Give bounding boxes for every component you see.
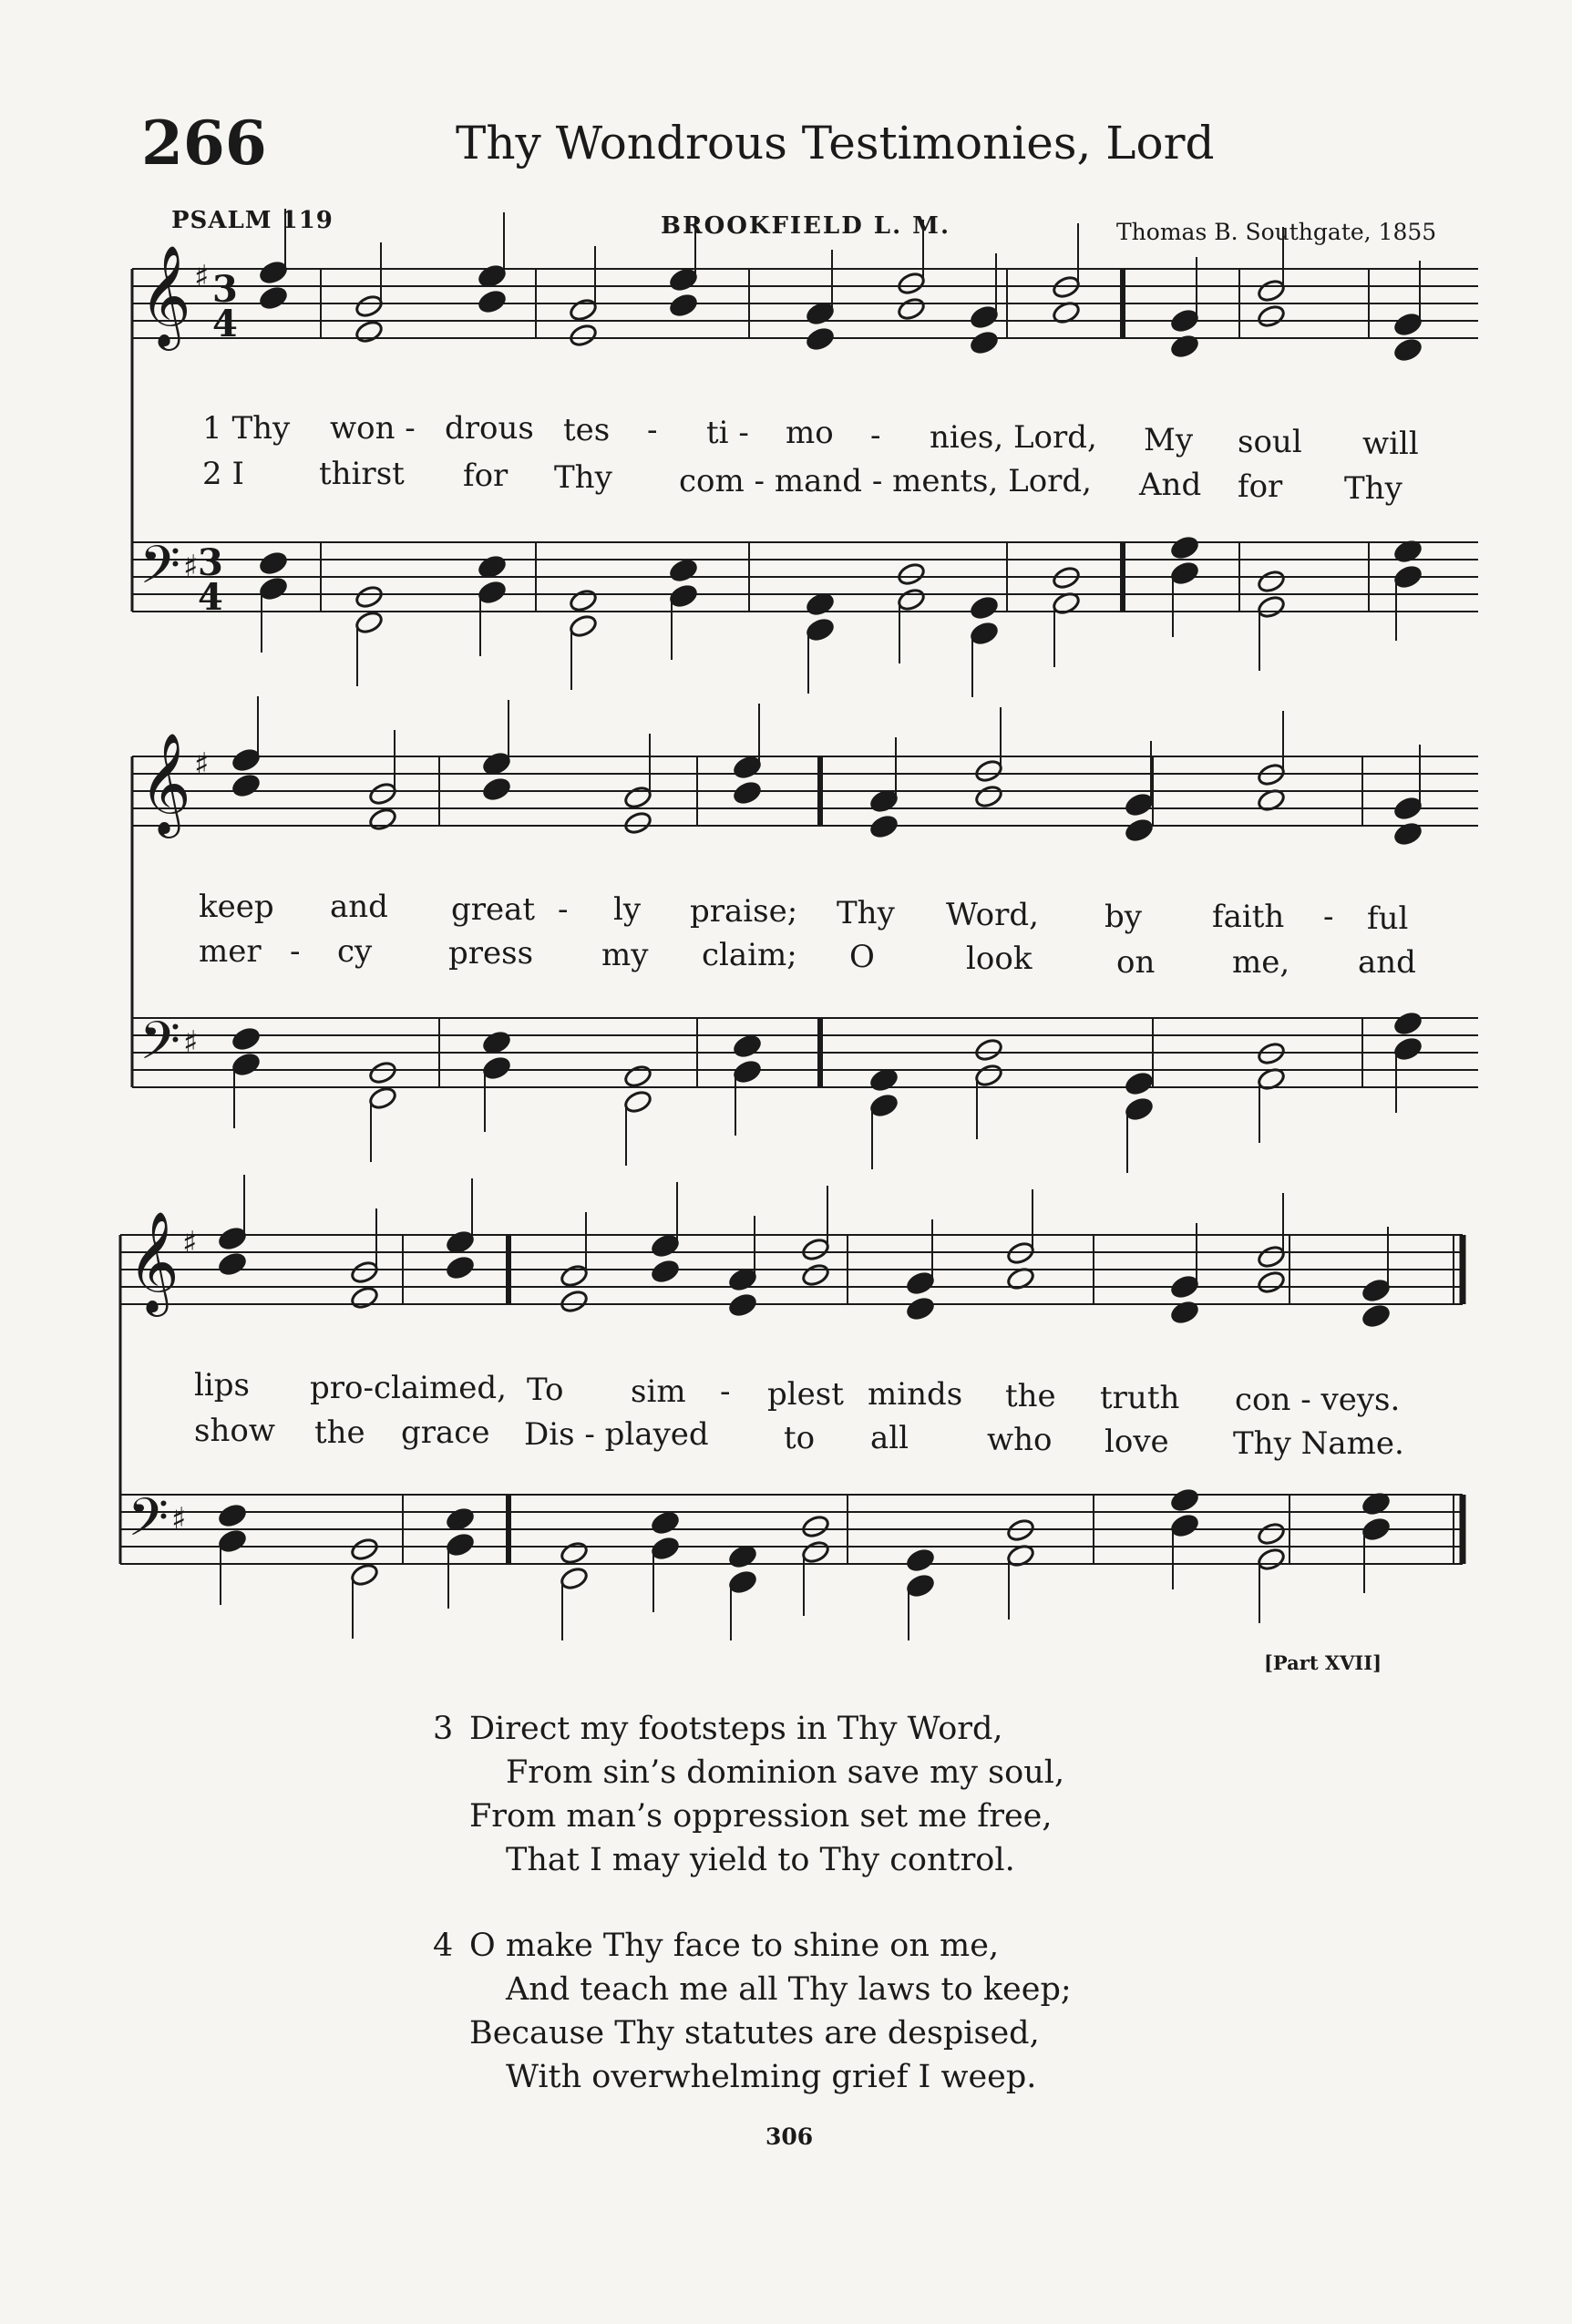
notehead bbox=[1125, 1071, 1155, 1096]
lyric-syllable: con - veys. bbox=[1235, 1382, 1401, 1418]
notehead bbox=[218, 1251, 248, 1277]
notehead bbox=[897, 587, 927, 612]
notehead bbox=[446, 1532, 476, 1558]
notehead bbox=[354, 610, 385, 635]
notehead bbox=[368, 1085, 398, 1111]
lyric-syllable: - bbox=[870, 417, 881, 454]
lyric-syllable: ly bbox=[613, 891, 642, 928]
notehead bbox=[231, 747, 262, 773]
lyric-syllable: press bbox=[448, 935, 534, 972]
lyric-syllable: claim; bbox=[702, 937, 797, 973]
notehead bbox=[623, 1064, 653, 1089]
lyric-syllable: by bbox=[1105, 899, 1142, 935]
notehead bbox=[231, 773, 262, 798]
notehead bbox=[669, 293, 699, 318]
lyric-syllable: faith bbox=[1212, 899, 1285, 935]
time-signature-top: 3 bbox=[198, 541, 223, 584]
lyric-syllable: Thy bbox=[837, 895, 895, 931]
notehead bbox=[560, 1540, 590, 1566]
notehead bbox=[1257, 278, 1287, 303]
hymn-title: Thy Wondrous Testimonies, Lord bbox=[456, 117, 1215, 170]
verse-number: 4 bbox=[433, 1928, 454, 1964]
notehead bbox=[906, 1573, 936, 1599]
notehead bbox=[446, 1506, 476, 1532]
lyric-syllable: - bbox=[558, 891, 569, 928]
lyric-syllable: look bbox=[966, 941, 1033, 977]
lyric-syllable: my bbox=[601, 937, 649, 973]
lyric-syllable: love bbox=[1105, 1424, 1169, 1460]
notehead bbox=[1257, 569, 1287, 594]
notehead bbox=[806, 617, 836, 643]
lyric-syllable: ti - bbox=[706, 415, 749, 451]
notehead bbox=[733, 780, 763, 806]
notehead bbox=[651, 1233, 681, 1259]
lyric-syllable: sim bbox=[631, 1373, 686, 1410]
lyric-syllable: Dis - played bbox=[524, 1416, 709, 1453]
psalm-reference: PSALM 119 bbox=[171, 207, 334, 234]
notehead bbox=[1257, 1547, 1287, 1572]
notehead bbox=[1393, 796, 1423, 821]
lyric-syllable: the bbox=[1005, 1378, 1056, 1414]
notehead bbox=[728, 1292, 758, 1318]
notehead bbox=[1125, 1096, 1155, 1122]
lyric-syllable: thirst bbox=[319, 456, 405, 492]
lyric-syllable: pro-claimed, bbox=[310, 1370, 507, 1406]
notehead bbox=[569, 323, 599, 348]
notehead bbox=[728, 1569, 758, 1595]
verse-line: Because Thy statutes are despised, bbox=[469, 2015, 1040, 2051]
notehead bbox=[569, 588, 599, 613]
verse-line: And teach me all Thy laws to keep; bbox=[506, 1971, 1072, 2008]
notehead bbox=[1125, 818, 1155, 843]
notehead bbox=[354, 319, 385, 344]
notehead bbox=[478, 263, 508, 289]
sharp-icon: ♯ bbox=[182, 1225, 198, 1261]
notehead bbox=[906, 1270, 936, 1296]
notehead bbox=[482, 751, 512, 776]
verse-line: O make Thy face to shine on me, bbox=[469, 1928, 1000, 1964]
lyric-syllable: for bbox=[463, 458, 509, 494]
notehead bbox=[368, 781, 398, 807]
lyric-syllable: truth bbox=[1100, 1380, 1180, 1416]
lyric-syllable: on bbox=[1116, 944, 1156, 981]
notehead bbox=[354, 293, 385, 319]
notehead bbox=[801, 1514, 831, 1539]
notehead bbox=[1170, 1487, 1200, 1513]
lyric-syllable: 1 Thy bbox=[202, 410, 291, 447]
notehead bbox=[1393, 337, 1423, 363]
lyric-syllable: tes bbox=[563, 412, 611, 448]
sharp-icon: ♯ bbox=[183, 549, 199, 585]
notehead bbox=[1257, 1521, 1287, 1547]
bass-clef-icon: 𝄢 bbox=[139, 534, 181, 609]
notehead bbox=[1170, 560, 1200, 586]
lyric-syllable: to bbox=[784, 1420, 816, 1456]
lyric-syllable: great bbox=[451, 891, 536, 928]
page-number: 306 bbox=[765, 2123, 814, 2150]
lyric-syllable: show bbox=[194, 1413, 275, 1449]
notehead bbox=[446, 1255, 476, 1280]
lyric-syllable: com - mand - ments, Lord, bbox=[679, 463, 1092, 499]
sharp-icon: ♯ bbox=[183, 1024, 199, 1061]
notehead bbox=[569, 613, 599, 639]
notehead bbox=[623, 1089, 653, 1115]
notehead bbox=[368, 1060, 398, 1085]
notehead bbox=[669, 558, 699, 583]
notehead bbox=[218, 1503, 248, 1528]
notehead bbox=[733, 1059, 763, 1085]
notehead bbox=[1257, 594, 1287, 620]
lyric-syllable: praise; bbox=[690, 893, 798, 930]
notehead bbox=[446, 1229, 476, 1255]
notehead bbox=[974, 784, 1004, 809]
notehead bbox=[1170, 1513, 1200, 1538]
hymn-number: 266 bbox=[141, 108, 267, 179]
lyric-syllable: Thy bbox=[554, 459, 612, 496]
sharp-icon: ♯ bbox=[194, 259, 210, 295]
verse-line: With overwhelming grief I weep. bbox=[506, 2059, 1037, 2095]
lyric-syllable: To bbox=[527, 1372, 564, 1408]
notehead bbox=[478, 289, 508, 314]
lyric-syllable: for bbox=[1238, 468, 1283, 505]
notehead bbox=[482, 776, 512, 802]
lyric-syllable: who bbox=[987, 1422, 1053, 1458]
notehead bbox=[259, 285, 289, 311]
notehead bbox=[1257, 303, 1287, 329]
notehead bbox=[1393, 564, 1423, 590]
notehead bbox=[974, 1063, 1004, 1088]
lyric-syllable: won - bbox=[330, 410, 416, 447]
notehead bbox=[974, 758, 1004, 784]
lyric-syllable: - bbox=[1323, 899, 1334, 935]
notehead bbox=[259, 260, 289, 285]
notehead bbox=[806, 591, 836, 617]
notehead bbox=[897, 296, 927, 322]
notehead bbox=[906, 1296, 936, 1321]
lyric-syllable: - bbox=[290, 933, 301, 970]
notehead bbox=[1393, 1036, 1423, 1062]
notehead bbox=[478, 580, 508, 605]
treble-clef-icon: 𝄞 bbox=[128, 1210, 180, 1312]
time-signature-bottom: 4 bbox=[212, 303, 238, 345]
notehead bbox=[1361, 1517, 1392, 1542]
notehead bbox=[569, 297, 599, 323]
lyric-syllable: will bbox=[1362, 426, 1419, 462]
notehead bbox=[806, 326, 836, 352]
notehead bbox=[728, 1544, 758, 1569]
notehead bbox=[651, 1510, 681, 1536]
notehead bbox=[259, 550, 289, 576]
bass-clef-icon: 𝄢 bbox=[128, 1486, 170, 1561]
notehead bbox=[1170, 1274, 1200, 1300]
tune-name: BROOKFIELD L. M. bbox=[661, 212, 951, 240]
verse-line: That I may yield to Thy control. bbox=[506, 1842, 1015, 1878]
bass-clef-icon: 𝄢 bbox=[139, 1010, 181, 1085]
notehead bbox=[669, 267, 699, 293]
notehead bbox=[1393, 1011, 1423, 1036]
notehead bbox=[801, 1539, 831, 1565]
notehead bbox=[869, 814, 899, 839]
notehead bbox=[869, 788, 899, 814]
notehead bbox=[354, 584, 385, 610]
lyric-syllable: Word, bbox=[946, 897, 1039, 933]
notehead bbox=[869, 1093, 899, 1118]
notehead bbox=[897, 271, 927, 296]
notehead bbox=[560, 1263, 590, 1289]
lyric-syllable: ful bbox=[1367, 900, 1409, 937]
notehead bbox=[669, 583, 699, 609]
treble-clef-icon: 𝄞 bbox=[139, 244, 191, 346]
notehead bbox=[651, 1259, 681, 1284]
notehead bbox=[259, 576, 289, 602]
notehead bbox=[350, 1285, 380, 1311]
sharp-icon: ♯ bbox=[194, 746, 210, 783]
lyric-syllable: me, bbox=[1232, 944, 1290, 981]
verse-number: 3 bbox=[433, 1711, 454, 1747]
lyric-syllable: plest bbox=[767, 1376, 844, 1413]
notehead bbox=[806, 301, 836, 326]
notehead bbox=[897, 561, 927, 587]
notehead bbox=[1361, 1278, 1392, 1303]
notehead bbox=[218, 1226, 248, 1251]
notehead bbox=[970, 621, 1000, 646]
notehead bbox=[970, 595, 1000, 621]
lyric-syllable: the bbox=[314, 1414, 365, 1451]
notehead bbox=[350, 1537, 380, 1562]
notehead bbox=[231, 1052, 262, 1077]
notehead bbox=[350, 1562, 380, 1588]
lyric-syllable: And bbox=[1139, 467, 1202, 503]
lyric-syllable: 2 I bbox=[202, 456, 244, 492]
notehead bbox=[1393, 312, 1423, 337]
lyric-syllable: lips bbox=[194, 1367, 250, 1404]
notehead bbox=[733, 755, 763, 780]
lyric-syllable: all bbox=[870, 1420, 909, 1456]
lyric-syllable: grace bbox=[401, 1414, 490, 1451]
notehead bbox=[1170, 535, 1200, 560]
notehead bbox=[801, 1237, 831, 1262]
notehead bbox=[733, 1033, 763, 1059]
treble-clef-icon: 𝄞 bbox=[139, 732, 191, 834]
lyric-syllable: - bbox=[720, 1373, 731, 1410]
lyric-syllable: mo bbox=[786, 415, 834, 451]
notehead bbox=[1125, 792, 1155, 818]
time-signature-bottom: 4 bbox=[198, 576, 223, 619]
notehead bbox=[623, 810, 653, 836]
notehead bbox=[560, 1566, 590, 1591]
notehead bbox=[1257, 1244, 1287, 1270]
notehead bbox=[728, 1267, 758, 1292]
time-signature-top: 3 bbox=[212, 268, 238, 311]
notehead bbox=[869, 1067, 899, 1093]
notehead bbox=[231, 1026, 262, 1052]
notehead bbox=[1361, 1303, 1392, 1329]
lyric-syllable: O bbox=[849, 939, 875, 975]
notehead bbox=[482, 1030, 512, 1055]
lyric-syllable: keep bbox=[199, 889, 274, 925]
notehead bbox=[623, 785, 653, 810]
verse-line: Direct my footsteps in Thy Word, bbox=[469, 1711, 1003, 1747]
part-reference: [Part XVII] bbox=[1264, 1651, 1382, 1674]
notehead bbox=[218, 1528, 248, 1554]
notehead bbox=[970, 304, 1000, 330]
notehead bbox=[970, 330, 1000, 355]
lyric-syllable: and bbox=[330, 889, 388, 925]
lyric-syllable: nies, Lord, bbox=[930, 419, 1097, 456]
verse-line: From sin’s dominion save my soul, bbox=[506, 1754, 1065, 1791]
notehead bbox=[1257, 1270, 1287, 1295]
lyric-syllable: and bbox=[1358, 944, 1416, 981]
notehead bbox=[906, 1548, 936, 1573]
notehead bbox=[801, 1262, 831, 1288]
verse-line: From man’s oppression set me free, bbox=[469, 1798, 1053, 1835]
lyric-syllable: mer bbox=[199, 933, 262, 970]
notehead bbox=[1170, 308, 1200, 334]
lyric-syllable: cy bbox=[337, 933, 373, 970]
notehead bbox=[560, 1289, 590, 1314]
notehead bbox=[478, 554, 508, 580]
lyric-syllable: - bbox=[647, 412, 658, 448]
notehead bbox=[651, 1536, 681, 1561]
composer-credit: Thomas B. Southgate, 1855 bbox=[1116, 219, 1437, 245]
notehead bbox=[482, 1055, 512, 1081]
lyric-syllable: My bbox=[1144, 422, 1194, 458]
notehead bbox=[974, 1037, 1004, 1063]
notehead bbox=[368, 807, 398, 832]
lyric-syllable: Thy bbox=[1344, 470, 1402, 507]
lyric-syllable: drous bbox=[445, 410, 534, 447]
notehead bbox=[350, 1260, 380, 1285]
sharp-icon: ♯ bbox=[171, 1501, 187, 1537]
lyric-syllable: soul bbox=[1238, 424, 1302, 460]
lyric-syllable: Thy Name. bbox=[1233, 1425, 1404, 1462]
lyric-syllable: minds bbox=[868, 1376, 963, 1413]
